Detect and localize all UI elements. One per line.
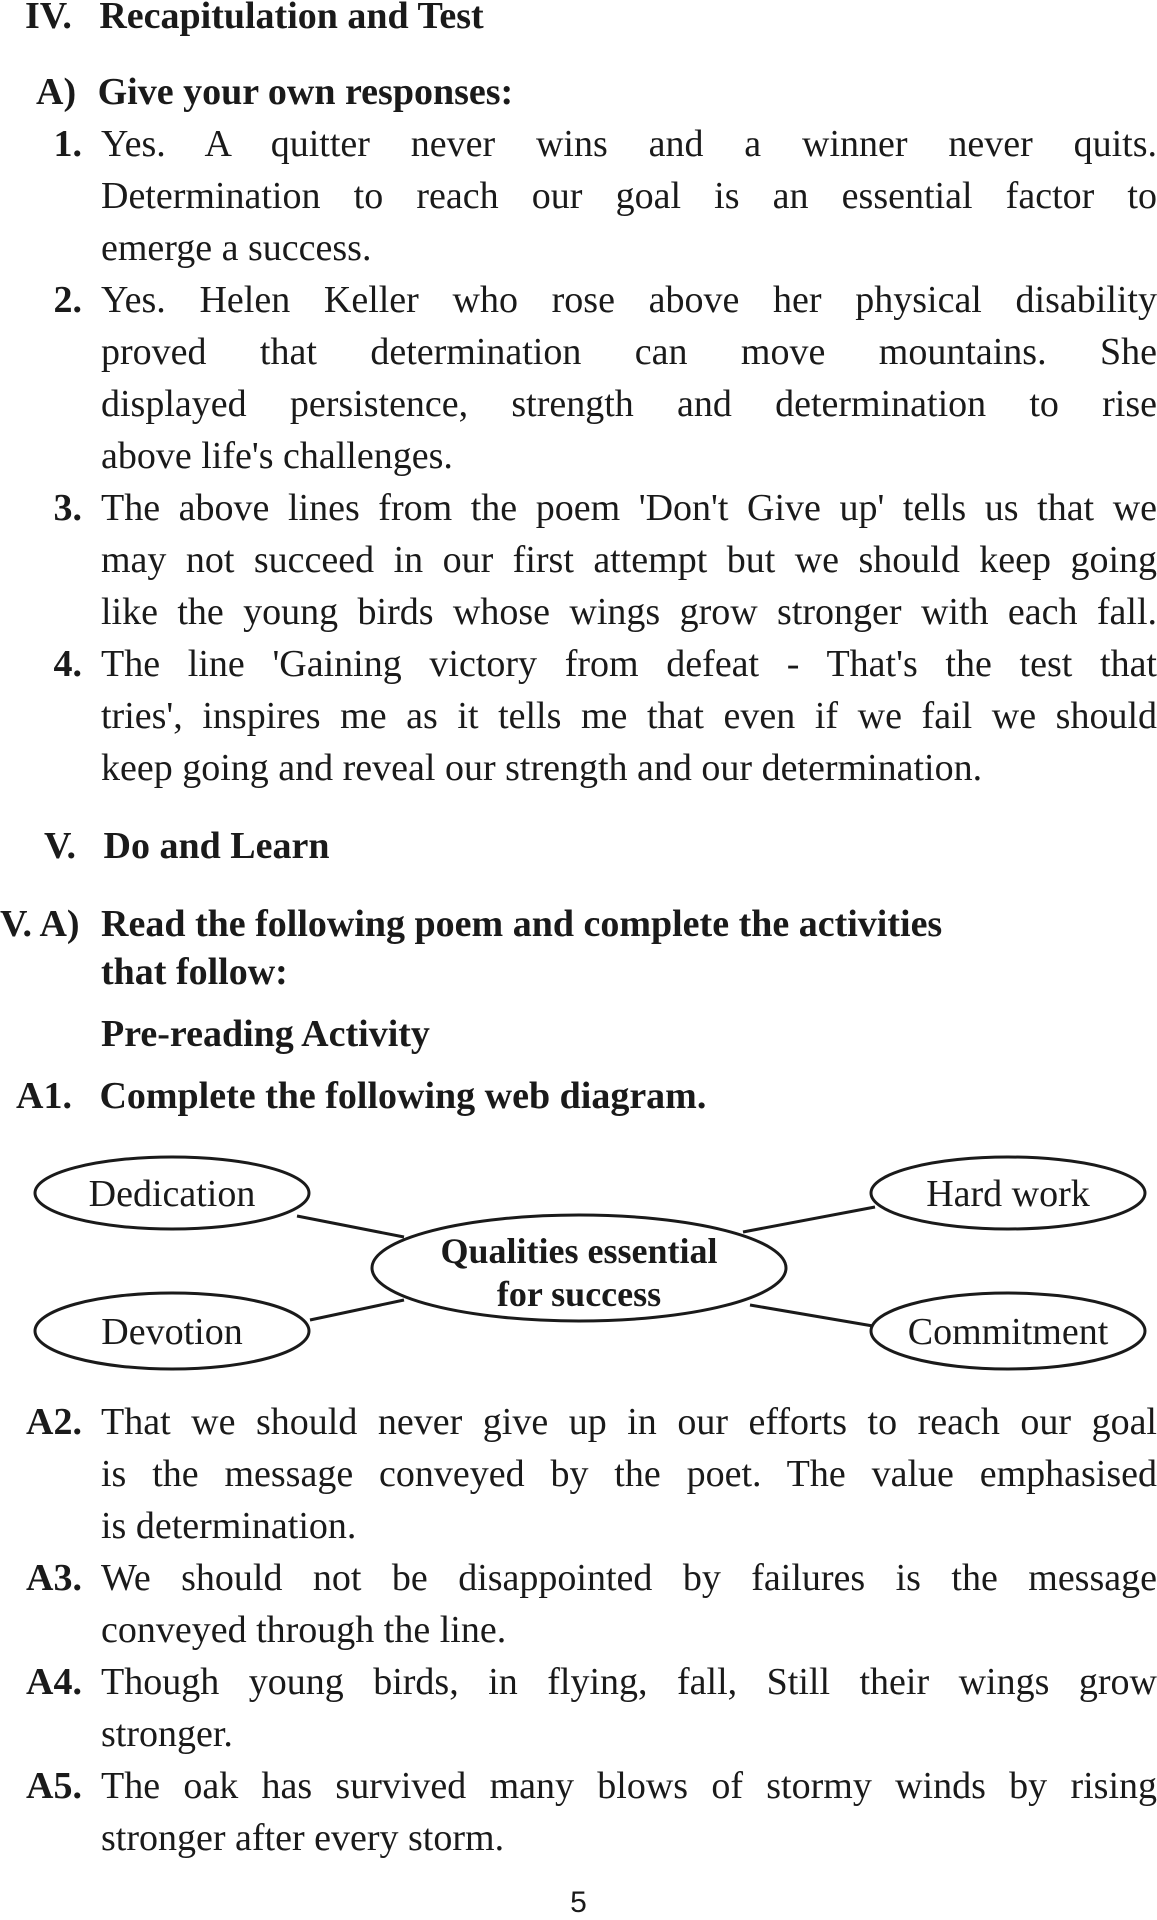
section-heading — [44, 826, 329, 866]
web-diagram — [0, 1140, 1157, 1380]
answer-text — [101, 1396, 1157, 1552]
text-line: displayed persistence, strength and determination to rise — [101, 383, 1157, 425]
text-line: above life's challenges. — [101, 435, 453, 477]
text-line: We should not be disappointed by failures is the message — [101, 1557, 1157, 1599]
subsection-number: V. A) — [0, 903, 80, 945]
activity-instruction: Complete the following web diagram. — [99, 1075, 707, 1117]
item-text — [101, 638, 1157, 794]
text-line: keep going and reveal our strength and our determination. — [101, 747, 983, 789]
text-line: Determination to reach our goal is an essential factor to — [101, 175, 1157, 217]
item-number: 3. — [53, 487, 82, 529]
text-line: proved that determination can move mountains. She — [101, 331, 1157, 373]
text-line: Yes. A quitter never wins and a winner never quits. — [101, 123, 1157, 165]
text-line: is determination. — [101, 1505, 357, 1547]
activity-heading — [16, 1076, 706, 1116]
center-label-line2: for success — [496, 1274, 662, 1314]
section-heading — [25, 0, 484, 36]
text-line: stronger after every storm. — [101, 1817, 505, 1859]
text-line: Yes. Helen Keller who rose above her physical disability — [101, 279, 1157, 321]
node-label: Devotion — [101, 1311, 243, 1353]
page-number: 5 — [570, 1886, 587, 1919]
text-line: The oak has survived many blows of stormy winds by rising — [101, 1765, 1157, 1807]
activity-title: Pre-reading Activity — [101, 1013, 430, 1055]
item-text — [101, 482, 1157, 638]
node-label: Hard work — [926, 1173, 1090, 1215]
subsection-heading — [0, 904, 942, 944]
activity-number: A1. — [16, 1075, 72, 1117]
section-number: IV. — [25, 0, 72, 37]
answer-text — [101, 1656, 1157, 1760]
section-number: V. — [44, 825, 77, 867]
subsection-number: A) — [36, 71, 77, 113]
item-number: 2. — [53, 279, 82, 321]
text-line: tries', inspires me as it tells me that even if we fail we should — [101, 695, 1157, 737]
section-title: Recapitulation and Test — [99, 0, 484, 37]
item-number: 4. — [53, 643, 82, 685]
text-line: may not succeed in our first attempt but we should keep going — [101, 539, 1157, 581]
subsection-title-continued: that follow: — [101, 951, 288, 993]
text-line: That we should never give up in our efforts to reach our goal — [101, 1401, 1157, 1443]
connector-line — [310, 1300, 404, 1320]
text-line: emerge a success. — [101, 227, 372, 269]
item-number: 1. — [53, 123, 82, 165]
node-label: Commitment — [907, 1311, 1109, 1353]
answer-number: A4. — [26, 1661, 82, 1703]
text-line: The line 'Gaining victory from defeat - That's the test that — [101, 643, 1157, 685]
section-title: Do and Learn — [103, 825, 330, 867]
text-line: like the young birds whose wings grow stronger with each fall. — [101, 591, 1157, 633]
subsection-title: Give your own responses: — [97, 71, 514, 113]
item-text — [101, 118, 1157, 274]
web-diagram-svg — [0, 1140, 1157, 1380]
subsection-heading — [36, 72, 513, 112]
answer-text — [101, 1760, 1157, 1864]
connector-line — [297, 1216, 404, 1237]
subsection-title: Read the following poem and complete the activities — [101, 903, 943, 945]
answer-text — [101, 1552, 1157, 1656]
text-line: The above lines from the poem 'Don't Give up' tells us that we — [101, 487, 1157, 529]
text-line: is the message conveyed by the poet. The value emphasised — [101, 1453, 1157, 1495]
node-label: Dedication — [88, 1173, 256, 1215]
connector-line — [750, 1305, 873, 1326]
item-text — [101, 274, 1157, 482]
answer-number: A3. — [26, 1557, 82, 1599]
text-line: stronger. — [101, 1713, 233, 1755]
text-line: Though young birds, in flying, fall, Still their wings grow — [101, 1661, 1157, 1703]
answer-number: A5. — [26, 1765, 82, 1807]
text-line: conveyed through the line. — [101, 1609, 507, 1651]
center-label-line1: Qualities essential — [440, 1231, 718, 1271]
connector-line — [743, 1207, 875, 1232]
answer-number: A2. — [26, 1401, 82, 1443]
